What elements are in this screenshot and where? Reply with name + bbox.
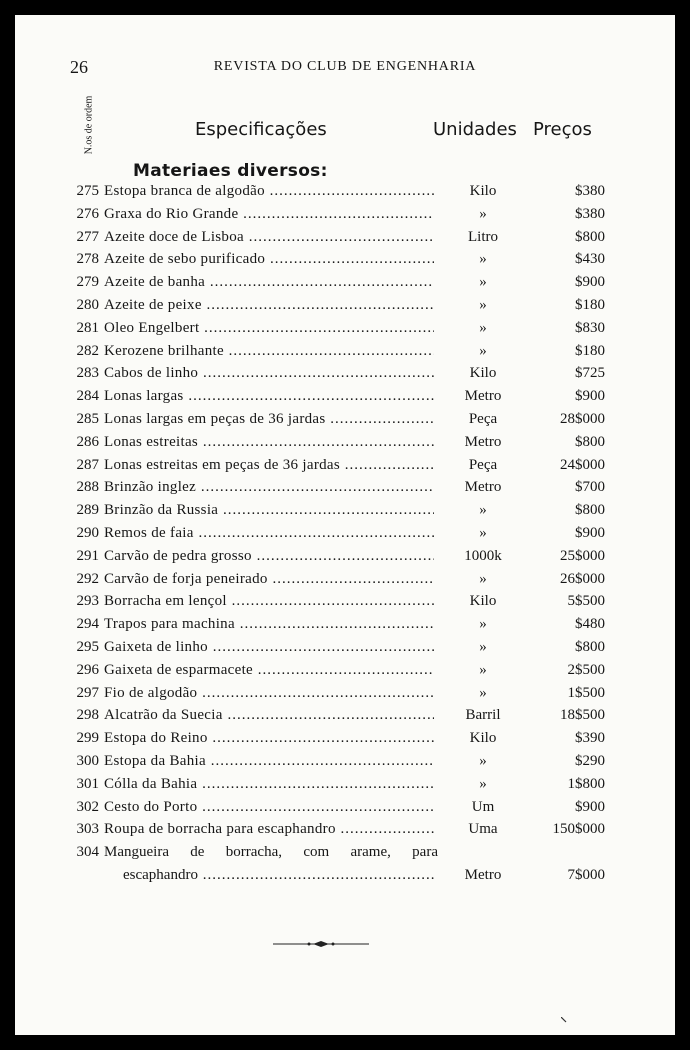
item-unit: Metro (464, 388, 502, 405)
list-item (15, 818, 675, 841)
item-description: Azeite doce de Lisboa ..... (104, 226, 434, 249)
item-price: 1$800 (567, 775, 605, 792)
item-unit: » (479, 638, 487, 655)
item-unit: » (479, 775, 487, 792)
item-description-line2: escaphandro ..... (123, 864, 434, 887)
end-ornament (273, 939, 369, 949)
item-price: $900 (575, 798, 605, 815)
list-item (15, 659, 675, 682)
item-number: 276 (76, 205, 99, 222)
item-price: $830 (575, 319, 605, 336)
list-item (15, 704, 675, 727)
item-unit: » (479, 570, 487, 587)
list-item (15, 408, 675, 431)
item-unit: » (479, 684, 487, 701)
item-unit: » (479, 319, 487, 336)
list-item (15, 454, 675, 477)
item-price: $700 (575, 479, 605, 496)
item-description: Estopa branca de algodão ..... (104, 180, 434, 203)
item-price: $480 (575, 616, 605, 633)
item-number: 290 (76, 524, 99, 541)
list-item (15, 271, 675, 294)
running-title: REVISTA DO CLUB DE ENGENHARIA (213, 59, 477, 74)
list-item (15, 340, 675, 363)
list-item (15, 499, 675, 522)
item-unit: Kilo (469, 365, 497, 382)
item-price: $800 (575, 433, 605, 450)
price-list (15, 180, 675, 886)
page-header (15, 57, 675, 77)
item-number: 278 (76, 251, 99, 268)
item-description: Azeite de sebo purificado ..... (104, 248, 434, 271)
list-item (15, 796, 675, 819)
item-description: Brinzão da Russia ..... (104, 499, 434, 522)
list-item (15, 568, 675, 591)
list-item (15, 431, 675, 454)
item-price: $800 (575, 228, 605, 245)
item-number: 283 (76, 365, 99, 382)
item-number: 291 (76, 547, 99, 564)
item-unit: » (479, 502, 487, 519)
list-item (15, 773, 675, 796)
item-description: Fio de algodão ..... (104, 682, 434, 705)
item-unit: Peça (468, 410, 498, 427)
item-price: $725 (575, 365, 605, 382)
list-item (15, 294, 675, 317)
specifications-heading: Especificações (195, 119, 327, 140)
list-item (15, 590, 675, 613)
item-description: Lonas estreitas em peças de 36 jardas ..... (104, 454, 434, 477)
list-item (15, 180, 675, 203)
item-price: $180 (575, 342, 605, 359)
item-description: Carvão de forja peneirado ..... (104, 568, 434, 591)
list-item (15, 682, 675, 705)
list-item (15, 203, 675, 226)
item-number: 294 (76, 616, 99, 633)
item-price: $380 (575, 205, 605, 222)
item-description: Estopa do Reino ..... (104, 727, 434, 750)
item-number: 292 (76, 570, 99, 587)
item-number: 304 (76, 844, 99, 861)
section-title: Materiaes diversos: (133, 161, 328, 181)
item-description: Carvão de pedra grosso ..... (104, 545, 434, 568)
item-price: 5$500 (567, 593, 605, 610)
list-item (15, 522, 675, 545)
item-number: 302 (76, 798, 99, 815)
item-unit: Peça (468, 456, 498, 473)
item-price: $430 (575, 251, 605, 268)
item-description: Cesto do Porto ..... (104, 796, 434, 819)
item-price: $800 (575, 502, 605, 519)
list-item (15, 317, 675, 340)
item-description: Lonas largas em peças de 36 jardas ..... (104, 408, 434, 431)
item-number: 301 (76, 775, 99, 792)
item-description: Trapos para machina ..... (104, 613, 434, 636)
item-description: Alcatrão da Suecia ..... (104, 704, 434, 727)
item-unit: » (479, 524, 487, 541)
item-description: Remos de faia ..... (104, 522, 434, 545)
item-price: $800 (575, 638, 605, 655)
item-number: 296 (76, 661, 99, 678)
item-description: Cólla da Bahia ..... (104, 773, 434, 796)
item-description: Azeite de peixe ..... (104, 294, 434, 317)
stray-mark (561, 1017, 567, 1023)
list-item-multiline (15, 841, 675, 886)
item-unit: » (479, 661, 487, 678)
list-item (15, 545, 675, 568)
item-number: 289 (76, 502, 99, 519)
item-number: 277 (76, 228, 99, 245)
item-price: 7$000 (567, 866, 605, 883)
item-description-line1: Mangueira de borracha, com arame, para (104, 844, 438, 861)
item-number: 298 (76, 707, 99, 724)
item-unit: » (479, 342, 487, 359)
item-unit: » (479, 616, 487, 633)
ordem-label-text: N.os de ordem (83, 95, 95, 155)
item-number: 275 (76, 183, 99, 199)
item-number: 295 (76, 638, 99, 655)
item-description: Estopa da Bahia ..... (104, 750, 434, 773)
item-unit: » (479, 274, 487, 291)
item-description: Lonas estreitas ..... (104, 431, 434, 454)
item-description: Gaixeta de linho ..... (104, 636, 434, 659)
item-description: Kerozene brilhante ..... (104, 340, 434, 363)
list-item (15, 636, 675, 659)
item-description: Borracha em lençol ..... (104, 590, 434, 613)
item-number: 287 (76, 456, 99, 473)
item-number: 300 (76, 752, 99, 769)
item-unit: » (479, 752, 487, 769)
item-unit: Kilo (469, 593, 497, 610)
item-number: 293 (76, 593, 99, 610)
item-price: $380 (575, 183, 605, 199)
list-item (15, 248, 675, 271)
item-price: 24$000 (560, 456, 605, 473)
item-price: 25$000 (560, 547, 605, 564)
item-unit: Um (471, 798, 495, 815)
item-unit: Metro (464, 479, 502, 496)
item-unit: Kilo (469, 183, 497, 199)
item-unit: Kilo (469, 730, 497, 747)
item-description: Brinzão inglez ..... (104, 476, 434, 499)
item-price: 1$500 (567, 684, 605, 701)
item-price: $390 (575, 730, 605, 747)
item-number: 279 (76, 274, 99, 291)
item-description: Lonas largas ..... (104, 385, 434, 408)
list-item (15, 385, 675, 408)
item-description: Gaixeta de esparmacete ..... (104, 659, 434, 682)
item-price: 26$000 (560, 570, 605, 587)
item-unit: Barril (465, 707, 501, 724)
item-unit: Metro (464, 433, 502, 450)
item-unit: Uma (468, 821, 498, 838)
list-item (15, 613, 675, 636)
item-number: 299 (76, 730, 99, 747)
item-number: 281 (76, 319, 99, 336)
item-unit: 1000k (464, 547, 502, 564)
item-unit: » (479, 296, 487, 313)
item-price: 150$000 (552, 821, 605, 838)
item-description: Oleo Engelbert ..... (104, 317, 434, 340)
item-number: 288 (76, 479, 99, 496)
item-description: Roupa de borracha para escaphandro ..... (104, 818, 434, 841)
item-number: 282 (76, 342, 99, 359)
item-number: 280 (76, 296, 99, 313)
item-description: Graxa do Rio Grande ..... (104, 203, 434, 226)
item-unit: » (479, 251, 487, 268)
item-unit: Metro (464, 866, 502, 883)
item-number: 285 (76, 410, 99, 427)
prices-heading: Preços (533, 119, 592, 140)
item-description: Azeite de banha ..... (104, 271, 434, 294)
list-item (15, 476, 675, 499)
item-price: $900 (575, 388, 605, 405)
item-number: 284 (76, 388, 99, 405)
item-price: $900 (575, 274, 605, 291)
list-item (15, 750, 675, 773)
page-number: 26 (70, 57, 88, 77)
item-description: Cabos de linho ..... (104, 362, 434, 385)
units-heading: Unidades (433, 119, 517, 140)
list-item (15, 727, 675, 750)
item-unit: Litro (468, 228, 498, 245)
item-price: 2$500 (567, 661, 605, 678)
item-price: $180 (575, 296, 605, 313)
item-price: 18$500 (560, 707, 605, 724)
item-number: 297 (76, 684, 99, 701)
document-page (15, 15, 675, 1035)
item-price: $900 (575, 524, 605, 541)
item-unit: » (479, 205, 487, 222)
list-item (15, 226, 675, 249)
list-item (15, 362, 675, 385)
item-number: 286 (76, 433, 99, 450)
item-price: 28$000 (560, 410, 605, 427)
item-price: $290 (575, 752, 605, 769)
item-number: 303 (76, 821, 99, 838)
ordem-column-label (69, 95, 109, 155)
